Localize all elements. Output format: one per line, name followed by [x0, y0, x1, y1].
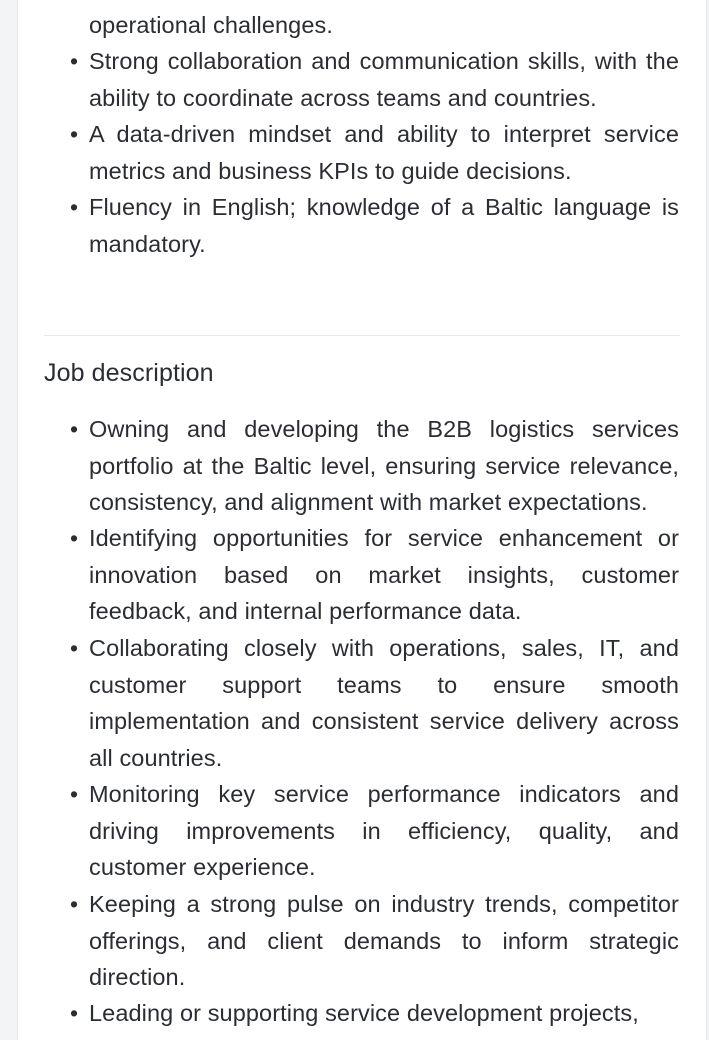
- bullet-icon: •: [70, 635, 79, 661]
- bullet-icon: •: [70, 416, 79, 442]
- qualification-item: [70, 189, 679, 262]
- bullet-icon: •: [70, 781, 79, 807]
- bullet-icon: •: [70, 194, 79, 220]
- qualification-item-text: Strong collaboration and communication skills, with the ability to coordinate across teams and countries.: [89, 48, 679, 111]
- job-description-item: [70, 520, 679, 630]
- job-description-item: [70, 411, 679, 521]
- bullet-icon: •: [70, 1000, 79, 1026]
- job-description-item-text: Owning and developing the B2B logistics services portfolio at the Baltic level, ensuring service relevance, consistency, and alignment with market expectations.: [89, 416, 679, 516]
- section-divider: [44, 335, 680, 336]
- job-description-item-text: Identifying opportunities for service enhancement or innovation based on market insights, customer feedback, and internal performance data.: [89, 525, 679, 625]
- bullet-icon: •: [70, 525, 79, 551]
- job-description-item-text: Collaborating closely with operations, sales, IT, and customer support teams to ensure smooth implementation and consistent service delivery across all countries.: [89, 635, 679, 771]
- bullet-icon: •: [70, 48, 79, 74]
- bullet-icon: •: [70, 891, 79, 917]
- job-description-item-text: Keeping a strong pulse on industry trends, competitor offerings, and client demands to inform strategic direction.: [89, 891, 679, 991]
- qualification-continued-line: [89, 7, 679, 44]
- job-description-item: [70, 776, 679, 886]
- job-description-item-text: Leading or supporting service development projects,: [89, 1000, 639, 1026]
- qualification-item-text: Fluency in English; knowledge of a Baltic language is mandatory.: [89, 194, 679, 257]
- bullet-icon: •: [70, 121, 79, 147]
- qualification-item: [70, 116, 679, 189]
- job-description-item: [70, 995, 679, 1032]
- section-heading-job-description: Job description: [44, 359, 214, 387]
- qualification-item-text: A data-driven mindset and ability to interpret service metrics and business KPIs to guide decisions.: [89, 121, 679, 184]
- job-description-item: [70, 886, 679, 996]
- job-description-item: [70, 630, 679, 776]
- qualification-partial-text: operational challenges.: [89, 12, 334, 38]
- job-description-item-text: Monitoring key service performance indicators and driving improvements in efficiency, quality, and customer experience.: [89, 781, 679, 881]
- qualification-item: [70, 43, 679, 116]
